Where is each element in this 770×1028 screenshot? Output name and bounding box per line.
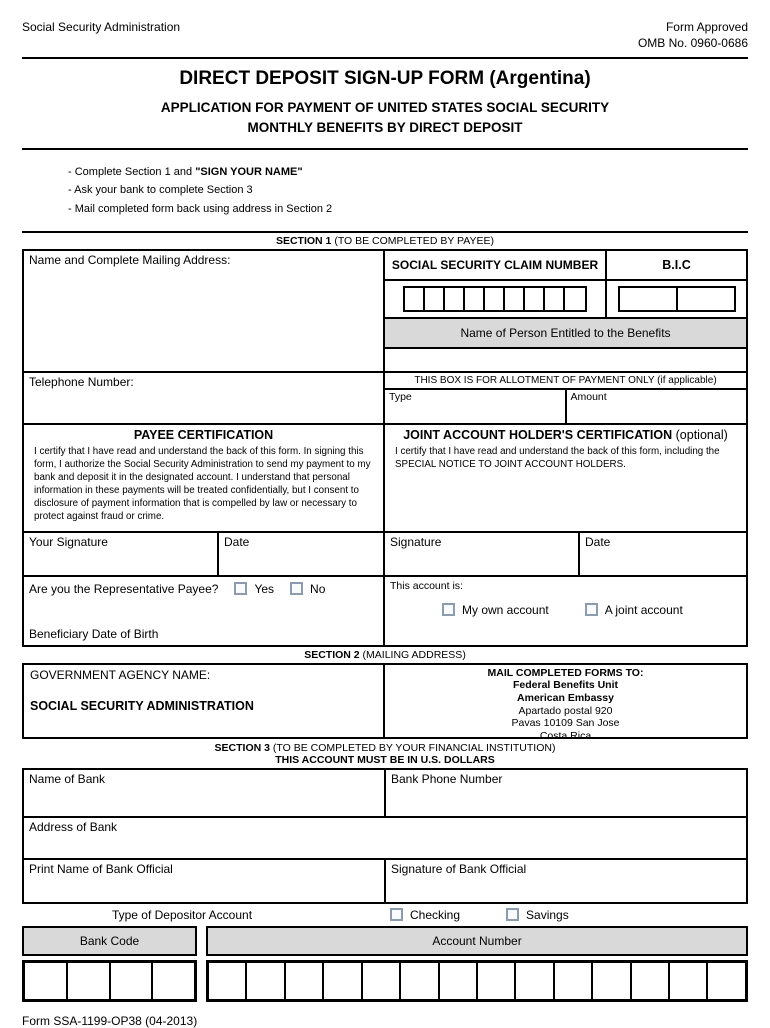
joint-certification [385,425,746,531]
checking-label: Checking [410,907,461,922]
digit-box[interactable] [708,963,744,999]
depositor-type-label: Type of Depositor Account [111,907,253,922]
section3-title: SECTION 3 (TO BE COMPLETED BY YOUR FINANCIAL INSTITUTION) [214,741,556,754]
my-own-account-checkbox[interactable] [442,603,455,616]
signature-label: Signature [390,534,442,549]
no-checkbox[interactable] [290,582,303,595]
agency-name: Social Security Administration [22,20,181,34]
form-approved-label: Form Approved [665,20,748,34]
allotment-type-field[interactable] [385,390,567,423]
rep-payee-question: Are you the Representative Payee? [29,581,219,596]
digit-box[interactable] [593,963,631,999]
sign-official-label: Signature of Bank Official [391,861,527,876]
digit-box[interactable] [425,288,445,310]
digit-box[interactable] [68,963,111,999]
person-entitled-field[interactable] [385,349,746,371]
digit-box[interactable] [565,288,585,310]
print-official-field[interactable] [24,860,386,902]
form-approval-block [638,20,748,51]
allotment-header: THIS BOX IS FOR ALLOTMENT OF PAYMENT ONLY (if applicable) [385,373,746,390]
bic-input[interactable] [618,286,736,312]
claim-number-header: SOCIAL SECURITY CLAIM NUMBER [385,251,607,279]
bank-address-field[interactable] [24,818,746,860]
bank-code-input[interactable] [22,960,197,1002]
bic-header: B.I.C [662,257,691,272]
payee-certification-text: I certify that I have read and understand the back of this form. In signing this form, I authorize the Social Security Administration to send my payment to my bank and deposit it in the designated account. I understand that personal information in these payments will be treated confidentially, but I consent to disclosure of payment information that is compelled by law or necessary to protect against fraud or crime. [34,445,371,522]
date-label-2: Date [585,534,611,549]
section3-table [22,768,748,904]
my-own-account-label: My own account [462,602,549,617]
mail-to-line-2: American Embassy [517,691,614,704]
yes-label: Yes [254,581,275,596]
joint-certification-text: I certify that I have read and understand the back of this form, including the SPECIAL NOTICE TO JOINT ACCOUNT HOLDERS. [395,445,720,470]
mail-to-line-4: Pavas 10109 San Jose [511,717,620,730]
form-number: Form SSA-1199-OP38 (04-2013) [22,1013,198,1028]
allotment-amount-field[interactable] [567,390,747,423]
bank-phone-label: Bank Phone Number [391,771,503,786]
your-signature-field[interactable] [24,533,219,575]
joint-certification-title: JOINT ACCOUNT HOLDER'S CERTIFICATION (optional) [403,427,728,442]
checking-checkbox[interactable] [390,908,403,921]
subtitle-line-1: APPLICATION FOR PAYMENT OF UNITED STATES SOCIAL SECURITY [160,100,610,116]
checking-option [390,908,460,922]
rep-payee-no-option [290,582,325,596]
date-label: Date [224,534,250,549]
digit-box[interactable] [545,288,565,310]
your-signature-date-field[interactable] [219,533,385,575]
type-label: Type [389,390,412,403]
yes-checkbox[interactable] [234,582,247,595]
form-title: DIRECT DEPOSIT SIGN-UP FORM (Argentina) [179,68,591,90]
your-signature-label: Your Signature [29,534,108,549]
instruction-line-1: - Complete Section 1 and "SIGN YOUR NAME" [68,165,303,178]
joint-signature-date-field[interactable] [580,533,746,575]
digit-box[interactable] [401,963,439,999]
digit-box[interactable] [505,288,525,310]
section2-table [22,663,748,742]
bic-boxes-area [607,281,746,317]
account-is-label: This account is: [390,579,463,592]
mail-to-title: MAIL COMPLETED FORMS TO: [487,666,644,679]
digit-box[interactable] [465,288,485,310]
digit-box[interactable] [555,963,593,999]
digit-box[interactable] [632,963,670,999]
account-number-header: Account Number [206,926,748,956]
digit-box[interactable] [209,963,247,999]
print-official-label: Print Name of Bank Official [29,861,173,876]
account-number-input[interactable] [206,960,748,1002]
savings-label: Savings [526,907,569,922]
instructions-list [68,163,748,219]
joint-account-label: A joint account [604,602,683,617]
bank-address-label: Address of Bank [29,819,118,834]
name-address-field[interactable] [24,251,385,371]
digit-box[interactable] [111,963,154,999]
sign-official-field[interactable] [386,860,746,902]
digit-box[interactable] [620,288,678,310]
section2-heading: SECTION 2 (MAILING ADDRESS) [304,648,466,661]
claim-number-input[interactable] [403,286,587,312]
digit-box[interactable] [247,963,285,999]
us-dollars-note: THIS ACCOUNT MUST BE IN U.S. DOLLARS [275,753,495,766]
joint-account-checkbox[interactable] [585,603,598,616]
digit-box[interactable] [286,963,324,999]
subtitle-line-2: MONTHLY BENEFITS BY DIRECT DEPOSIT [247,120,523,136]
bank-code-header: Bank Code [22,926,197,956]
name-address-label: Name and Complete Mailing Address: [29,252,231,267]
bank-name-label: Name of Bank [29,771,106,786]
amount-label: Amount [570,390,607,403]
digit-box[interactable] [153,963,194,999]
digit-box[interactable] [25,963,68,999]
instruction-line-3: - Mail completed form back using address in Section 2 [68,203,333,216]
digit-box[interactable] [440,963,478,999]
section1-heading: SECTION 1 (TO BE COMPLETED BY PAYEE) [22,231,748,249]
depositor-type-row [22,904,748,922]
savings-checkbox[interactable] [506,908,519,921]
digit-box[interactable] [324,963,362,999]
digit-box[interactable] [445,288,465,310]
digit-box[interactable] [516,963,554,999]
telephone-label: Telephone Number: [29,374,134,389]
payee-certification [24,425,385,531]
mail-to-block [385,665,746,742]
bank-account-boxes [22,960,748,1002]
bank-phone-field[interactable] [386,770,746,816]
representative-payee-block [24,577,385,645]
digit-box[interactable] [405,288,425,310]
my-own-account-option [442,603,549,617]
digit-box[interactable] [670,963,708,999]
instruction-line-2: - Ask your bank to complete Section 3 [68,184,253,197]
digit-box[interactable] [478,963,516,999]
telephone-field[interactable] [24,373,385,423]
form-subtitle [22,98,748,150]
section3-heading [22,739,748,768]
digit-box[interactable] [485,288,505,310]
digit-box[interactable] [363,963,401,999]
joint-account-option [585,603,683,617]
agency-label: GOVERNMENT AGENCY NAME: [30,667,211,682]
account-type-block [385,577,746,645]
top-header [22,20,748,59]
mail-to-line-5: Costa Rica [539,729,592,742]
mail-to-line-1: Federal Benefits Unit [512,679,619,692]
digit-box[interactable] [525,288,545,310]
no-label: No [310,581,326,596]
joint-signature-field[interactable] [385,533,580,575]
savings-option [506,908,569,922]
rep-payee-yes-option [234,582,274,596]
section1-table [22,249,748,647]
payee-certification-title: PAYEE CERTIFICATION [133,427,274,442]
government-agency-block [24,665,385,737]
agency-name-value: SOCIAL SECURITY ADMINISTRATION [30,698,254,713]
bank-account-headers [22,926,748,956]
bank-name-field[interactable] [24,770,386,816]
beneficiary-dob-field[interactable]: Beneficiary Date of Birth [29,626,159,641]
digit-box[interactable] [678,288,734,310]
claim-number-boxes-area [385,281,607,317]
mail-to-line-3: Apartado postal 920 [518,704,613,717]
omb-number: OMB No. 0960-0686 [637,35,748,50]
person-entitled-header: Name of Person Entitled to the Benefits [385,319,746,349]
